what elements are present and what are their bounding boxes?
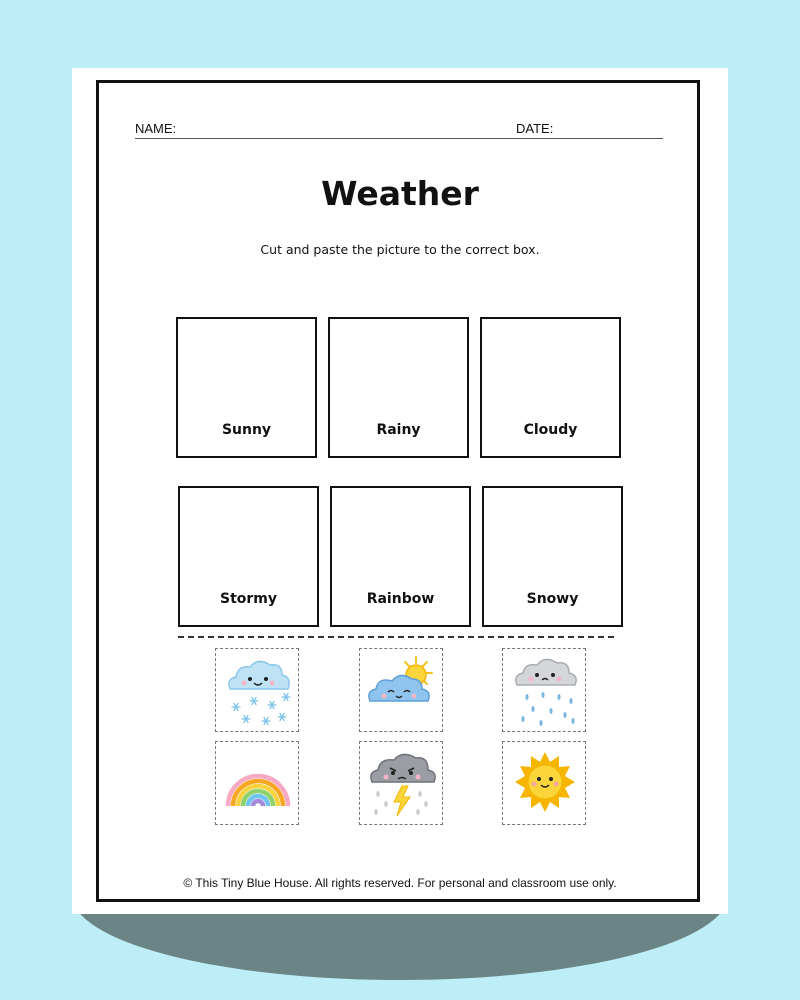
partly-cloudy-icon	[360, 649, 444, 733]
sun-icon	[503, 742, 587, 826]
box-label: Stormy	[219, 591, 277, 607]
cut-card-storm[interactable]	[359, 741, 443, 825]
paste-box-rainbow[interactable]	[330, 486, 471, 627]
box-label: Rainy	[376, 422, 421, 438]
cut-card-rainbow[interactable]	[215, 741, 299, 825]
paste-box-rainy[interactable]	[328, 317, 469, 458]
box-label: Snowy	[526, 591, 579, 607]
paste-box-sunny[interactable]	[176, 317, 317, 458]
name-label: NAME:	[135, 121, 177, 136]
worksheet-page	[72, 68, 728, 914]
box-label: Rainbow	[366, 591, 435, 607]
date-label: DATE:	[516, 121, 554, 136]
copyright-footer: © This Tiny Blue House. All rights reserved. For personal and classroom use only.	[183, 876, 617, 890]
rain-cloud-icon	[503, 649, 587, 733]
cut-card-snowy[interactable]	[215, 648, 299, 732]
cut-card-sun[interactable]	[502, 741, 586, 825]
paste-box-snowy[interactable]	[482, 486, 623, 627]
cut-card-partly-cloudy[interactable]	[359, 648, 443, 732]
paste-box-stormy[interactable]	[178, 486, 319, 627]
page-title: Weather	[321, 174, 479, 213]
name-date-line[interactable]	[135, 138, 663, 139]
cut-card-rain[interactable]	[502, 648, 586, 732]
rainbow-icon	[216, 742, 300, 826]
instructions: Cut and paste the picture to the correct box.	[260, 242, 540, 257]
paste-box-cloudy[interactable]	[480, 317, 621, 458]
storm-cloud-icon	[360, 742, 444, 826]
snowy-cloud-icon	[216, 649, 300, 733]
cut-line	[178, 636, 614, 638]
box-label: Cloudy	[523, 422, 578, 438]
box-label: Sunny	[221, 422, 272, 438]
